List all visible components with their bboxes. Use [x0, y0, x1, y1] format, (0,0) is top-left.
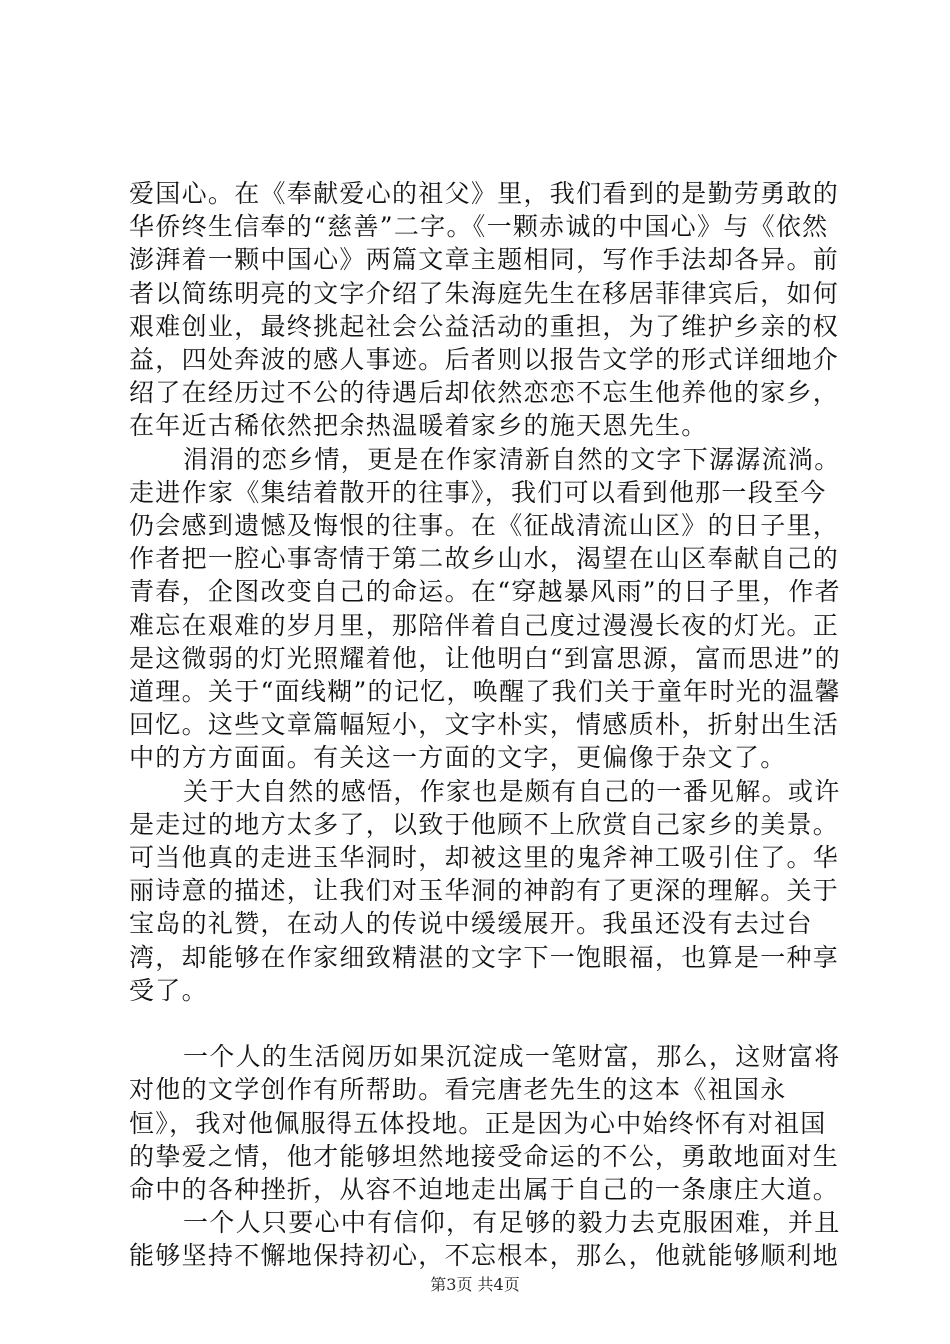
paragraph-continued: 爱国心。在《奉献爱心的祖父》里，我们看到的是勤劳勇敢的华侨终生信奉的“慈善”二字。《一颗赤诚的中国心》与《依然澎湃着一颗中国心》两篇文章主题相同，写作手法却各异。前者以简练明亮的文字介绍了朱海庭先生在移居菲律宾后，如何艰难创业，最终挑起社会公益活动的重担，为了维护乡亲的权益，四处奔波的感人事迹。后者则以报告文学的形式详细地介绍了在经历过不公的待遇后却依然恋恋不忘生他养他的家乡，在年近古稀依然把余热温暖着家乡的施天恩先生。: [129, 179, 840, 441]
document-body: [129, 177, 841, 1273]
paragraph-belief: 一个人只要心中有信仰，有足够的毅力去克服困难，并且能够坚持不懈地保持初心，不忘根本，那么，他就能够顺利地: [129, 1208, 841, 1271]
paragraph-nature: 关于大自然的感悟，作家也是颇有自己的一番见解。或许是走过的地方太多了，以致于他顾不上欣赏自己家乡的美景。可当他真的走进玉华洞时，却被这里的鬼斧神工吸引住了。华丽诗意的描述，让我们对玉华洞的神韵有了更深的理解。关于宝岛的礼赞，在动人的传说中缓缓展开。我虽还没有去过台湾，却能够在作家细致精湛的文字下一饱眼福，也算是一种享受了。: [129, 776, 841, 1005]
paragraph-life-experience: 一个人的生活阅历如果沉淀成一笔财富，那么，这财富将对他的文学创作有所帮助。看完唐老先生的这本《祖国永恒》，我对他佩服得五体投地。正是因为心中始终怀有对祖国的挚爱之情，他才能够坦然地接受命运的不公，勇敢地面对生命中的各种挫折，从容不迫地走出属于自己的一条康庄大道。: [129, 1042, 841, 1205]
page-number-footer: 第3页 共4页: [430, 1275, 520, 1294]
paragraph-spacer: [129, 1007, 841, 1040]
paragraph-homesickness: 涓涓的恋乡情，更是在作家清新自然的文字下潺潺流淌。走进作家《集结着散开的往事》，我们可以看到他那一段至今仍会感到遗憾及悔恨的往事。在《征战清流山区》的日子里，作者把一腔心事寄情于第二故乡山水，渴望在山区奉献自己的青春，企图改变自己的命运。在“穿越暴风雨”的日子里，作者难忘在艰难的岁月里，那陪伴着自己度过漫漫长夜的灯光。正是这微弱的灯光照耀着他，让他明白“到富思源，富而思进”的道理。关于“面线糊”的记忆，唤醒了我们关于童年时光的温馨回忆。这些文章篇幅短小，文字朴实，情感质朴，折射出生活中的方方面面。有关这一方面的文字，更偏像于杂文了。: [129, 444, 841, 773]
